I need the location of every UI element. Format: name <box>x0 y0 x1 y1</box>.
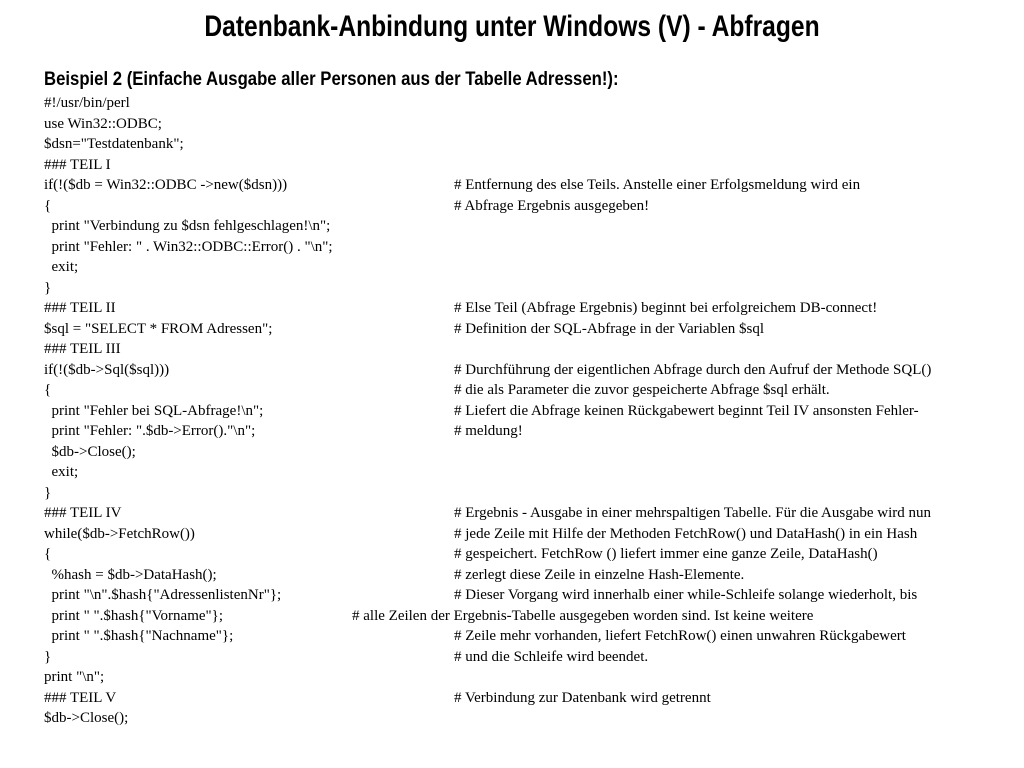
code-line <box>44 442 1014 463</box>
perl-code-listing <box>44 93 1014 729</box>
code-text: { <box>44 197 52 214</box>
code-text: } <box>44 648 52 665</box>
code-comment: # Dieser Vorgang wird innerhalb einer while-Schleife solange wiederholt, bis <box>454 587 918 603</box>
code-comment: # Liefert die Abfrage keinen Rückgabewert beginnt Teil IV ansonsten Fehler- <box>454 402 919 419</box>
code-text: exit; <box>44 464 79 480</box>
code-line <box>44 626 1014 647</box>
code-line <box>44 237 1014 258</box>
code-line <box>44 503 1014 524</box>
slide-title: Datenbank-Anbindung unter Windows (V) - Abfragen <box>204 10 820 43</box>
code-line <box>44 114 1014 135</box>
code-line <box>44 483 1014 504</box>
code-line <box>44 380 1014 401</box>
code-text: ### TEIL II <box>44 300 116 316</box>
code-line <box>44 134 1014 155</box>
code-text: ### TEIL IV <box>44 505 122 521</box>
code-text: $db->Close(); <box>44 443 136 460</box>
code-comment: # und die Schleife wird beendet. <box>454 648 649 665</box>
code-text: ### TEIL III <box>44 341 121 357</box>
code-line <box>44 93 1014 114</box>
code-line <box>44 216 1014 237</box>
code-text: $dsn="Testdatenbank"; <box>44 136 184 152</box>
code-text: $db->Close(); <box>44 710 129 726</box>
code-text: %hash = $db->DataHash(); <box>44 566 217 583</box>
code-comment: # meldung! <box>454 423 523 439</box>
code-comment: # jede Zeile mit Hilfe der Methoden FetchRow() und DataHash() in ein Hash <box>454 525 918 542</box>
code-text: { <box>44 382 52 398</box>
code-text: ### TEIL V <box>44 689 117 706</box>
code-line <box>44 565 1014 586</box>
code-text: } <box>44 279 52 296</box>
code-comment: # Entfernung des else Teils. Anstelle einer Erfolgsmeldung wird ein <box>454 177 861 193</box>
code-comment: # Abfrage Ergebnis ausgegeben! <box>454 197 650 214</box>
code-text: } <box>44 484 52 501</box>
code-text: while($db->FetchRow()) <box>44 525 195 542</box>
code-text: $sql = "SELECT * FROM Adressen"; <box>44 320 273 337</box>
code-text: print "\n"; <box>44 669 105 685</box>
code-text: exit; <box>44 259 79 275</box>
code-comment: # die als Parameter die zuvor gespeicherte Abfrage $sql erhält. <box>454 382 830 398</box>
code-comment: # Ergebnis - Ausgabe in einer mehrspaltigen Tabelle. Für die Ausgabe wird nun <box>454 505 932 521</box>
code-line <box>44 175 1014 196</box>
code-line <box>44 462 1014 483</box>
code-line <box>44 298 1014 319</box>
code-text: print "Verbindung zu $dsn fehlgeschlagen!\n"; <box>44 218 331 234</box>
code-comment: # gespeichert. FetchRow () liefert immer eine ganze Zeile, DataHash() <box>454 546 878 562</box>
code-text: if(!($db->Sql($sql))) <box>44 361 170 378</box>
code-line <box>44 667 1014 688</box>
code-text: { <box>44 546 52 562</box>
code-comment: # Verbindung zur Datenbank wird getrennt <box>454 689 711 706</box>
code-line <box>44 708 1014 729</box>
code-line <box>44 544 1014 565</box>
code-line <box>44 196 1014 217</box>
code-comment: # Zeile mehr vorhanden, liefert FetchRow() einen unwahren Rückgabewert <box>454 628 906 644</box>
code-line <box>44 257 1014 278</box>
code-text: #!/usr/bin/perl <box>44 95 130 111</box>
code-text: ### TEIL I <box>44 156 111 173</box>
code-line <box>44 421 1014 442</box>
code-line <box>44 278 1014 299</box>
code-text: print "Fehler bei SQL-Abfrage!\n"; <box>44 402 264 419</box>
code-line <box>44 524 1014 545</box>
code-line <box>44 401 1014 422</box>
code-line <box>44 319 1014 340</box>
code-comment: # alle Zeilen der Ergebnis-Tabelle ausgegeben worden sind. Ist keine weitere <box>352 607 814 624</box>
code-text: print " ".$hash{"Vorname"}; <box>44 607 224 624</box>
code-comment: # Else Teil (Abfrage Ergebnis) beginnt bei erfolgreichem DB-connect! <box>454 300 878 316</box>
code-text: print "\n".$hash{"AdressenlistenNr"}; <box>44 587 282 603</box>
code-text: print " ".$hash{"Nachname"}; <box>44 628 234 644</box>
example-heading: Beispiel 2 (Einfache Ausgabe aller Personen aus der Tabelle Adressen!): <box>44 69 619 90</box>
code-comment: # Durchführung der eigentlichen Abfrage durch den Aufruf der Methode SQL() <box>454 361 932 378</box>
code-line <box>44 647 1014 668</box>
code-comment: # zerlegt diese Zeile in einzelne Hash-Elemente. <box>454 566 745 583</box>
code-comment: # Definition der SQL-Abfrage in der Variablen $sql <box>454 320 765 337</box>
code-line <box>44 155 1014 176</box>
code-text: print "Fehler: ".$db->Error()."\n"; <box>44 423 256 439</box>
code-text: print "Fehler: " . Win32::ODBC::Error() . "\n"; <box>44 238 333 255</box>
code-line <box>44 585 1014 606</box>
code-line <box>44 339 1014 360</box>
code-text: if(!($db = Win32::ODBC ->new($dsn))) <box>44 177 288 193</box>
code-line <box>44 688 1014 709</box>
code-line <box>44 360 1014 381</box>
code-line <box>44 606 1014 627</box>
code-text: use Win32::ODBC; <box>44 115 162 132</box>
